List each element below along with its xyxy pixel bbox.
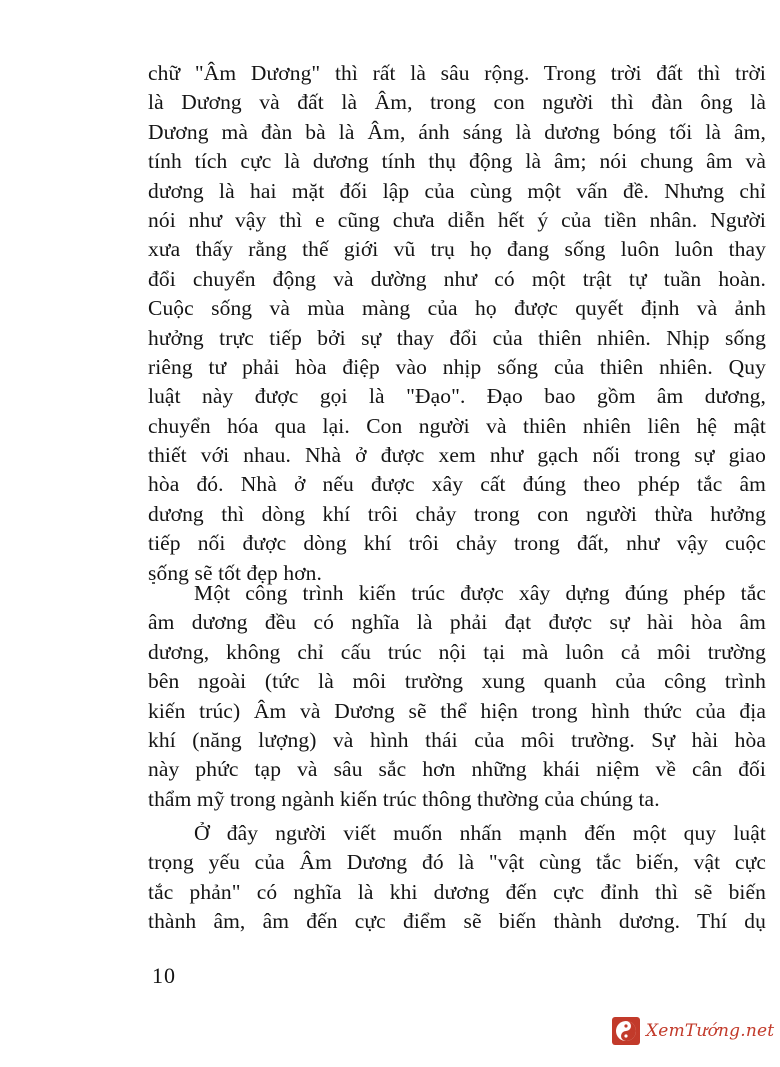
text-line: khí (năng lượng) và hình thái của môi trường. Sự hài hòa xyxy=(148,727,766,752)
paragraph-2 xyxy=(148,579,766,814)
text-line: tiếp nối được dòng khí trôi chảy trong đất, như vậy cuộc xyxy=(148,531,766,556)
yin-yang-icon xyxy=(612,1017,640,1045)
text-line: đổi chuyển động và dường như có một trật tự tuần hoàn. xyxy=(148,266,766,291)
text-line: Dương mà đàn bà là Âm, ánh sáng là dương bóng tối là âm, xyxy=(148,119,766,144)
text-line: hưởng trực tiếp bởi sự thay đổi của thiên nhiên. Nhịp sống xyxy=(148,325,766,350)
text-line: trọng yếu của Âm Dương đó là "vật cùng tắc biến, vật cực xyxy=(148,850,766,875)
text-line: này phức tạp và sâu sắc hơn những khái niệm về cân đối xyxy=(148,757,766,782)
text-line: bên ngoài (tức là môi trường xung quanh của công trình xyxy=(148,669,766,694)
text-line: Cuộc sống và mùa màng của họ được quyết định và ảnh xyxy=(148,296,766,321)
text-line: thiết với nhau. Nhà ở được xem như gạch nối trong sự giao xyxy=(148,443,766,468)
text-line: sống sẽ tốt đẹp hơn. xyxy=(148,560,323,585)
text-line: âm dương đều có nghĩa là phải đạt được sự hài hòa âm xyxy=(148,610,766,635)
text-line: riêng tư phải hòa điệp vào nhịp sống của thiên nhiên. Quy xyxy=(148,354,766,379)
text-line: tính tích cực là dương tính thụ động là âm; nói chung âm và xyxy=(148,149,766,174)
paragraph-1 xyxy=(148,59,766,588)
page-number: 10 xyxy=(152,963,176,988)
site-watermark[interactable] xyxy=(612,1013,774,1049)
text-line: dương, không chỉ cấu trúc nội tại mà luôn cả môi trường xyxy=(148,639,766,664)
text-line: luật này được gọi là "Đạo". Đạo bao gồm âm dương, xyxy=(148,384,766,409)
text-line: tắc phản" có nghĩa là khi dương đến cực đỉnh thì sẽ biến xyxy=(148,879,766,904)
paragraph-3 xyxy=(148,819,766,937)
text-line: xưa thấy rằng thế giới vũ trụ họ đang sống luôn luôn thay xyxy=(148,237,766,262)
text-line: Một công trình kiến trúc được xây dựng đúng phép tắc xyxy=(194,581,766,605)
text-line: chữ "Âm Dương" thì rất là sâu rộng. Trong trời đất thì trời xyxy=(148,61,766,85)
watermark-text: XemTướng.net xyxy=(646,1021,775,1041)
text-line: hòa đó. Nhà ở nếu được xây cất đúng theo phép tắc âm xyxy=(148,472,766,497)
text-line: nói như vậy thì e cũng chưa diễn hết ý của tiền nhân. Người xyxy=(148,207,766,232)
text-line: là Dương và đất là Âm, trong con người thì đàn ông là xyxy=(148,90,766,115)
text-line: Ở đây người viết muốn nhấn mạnh đến một quy luật xyxy=(194,821,766,845)
text-line: thẩm mỹ trong ngành kiến trúc thông thường của chúng ta. xyxy=(148,786,660,811)
text-line: dương là hai mặt đối lập của cùng một vấn đề. Nhưng chỉ xyxy=(148,178,766,203)
text-line: dương thì dòng khí trôi chảy trong con người thừa hưởng xyxy=(148,501,766,526)
text-line: kiến trúc) Âm và Dương sẽ thể hiện trong hình thức của địa xyxy=(148,698,766,723)
text-line: thành âm, âm đến cực điểm sẽ biến thành dương. Thí dụ xyxy=(148,909,766,934)
text-line: chuyển hóa qua lại. Con người và thiên nhiên liên hệ mật xyxy=(148,413,766,438)
